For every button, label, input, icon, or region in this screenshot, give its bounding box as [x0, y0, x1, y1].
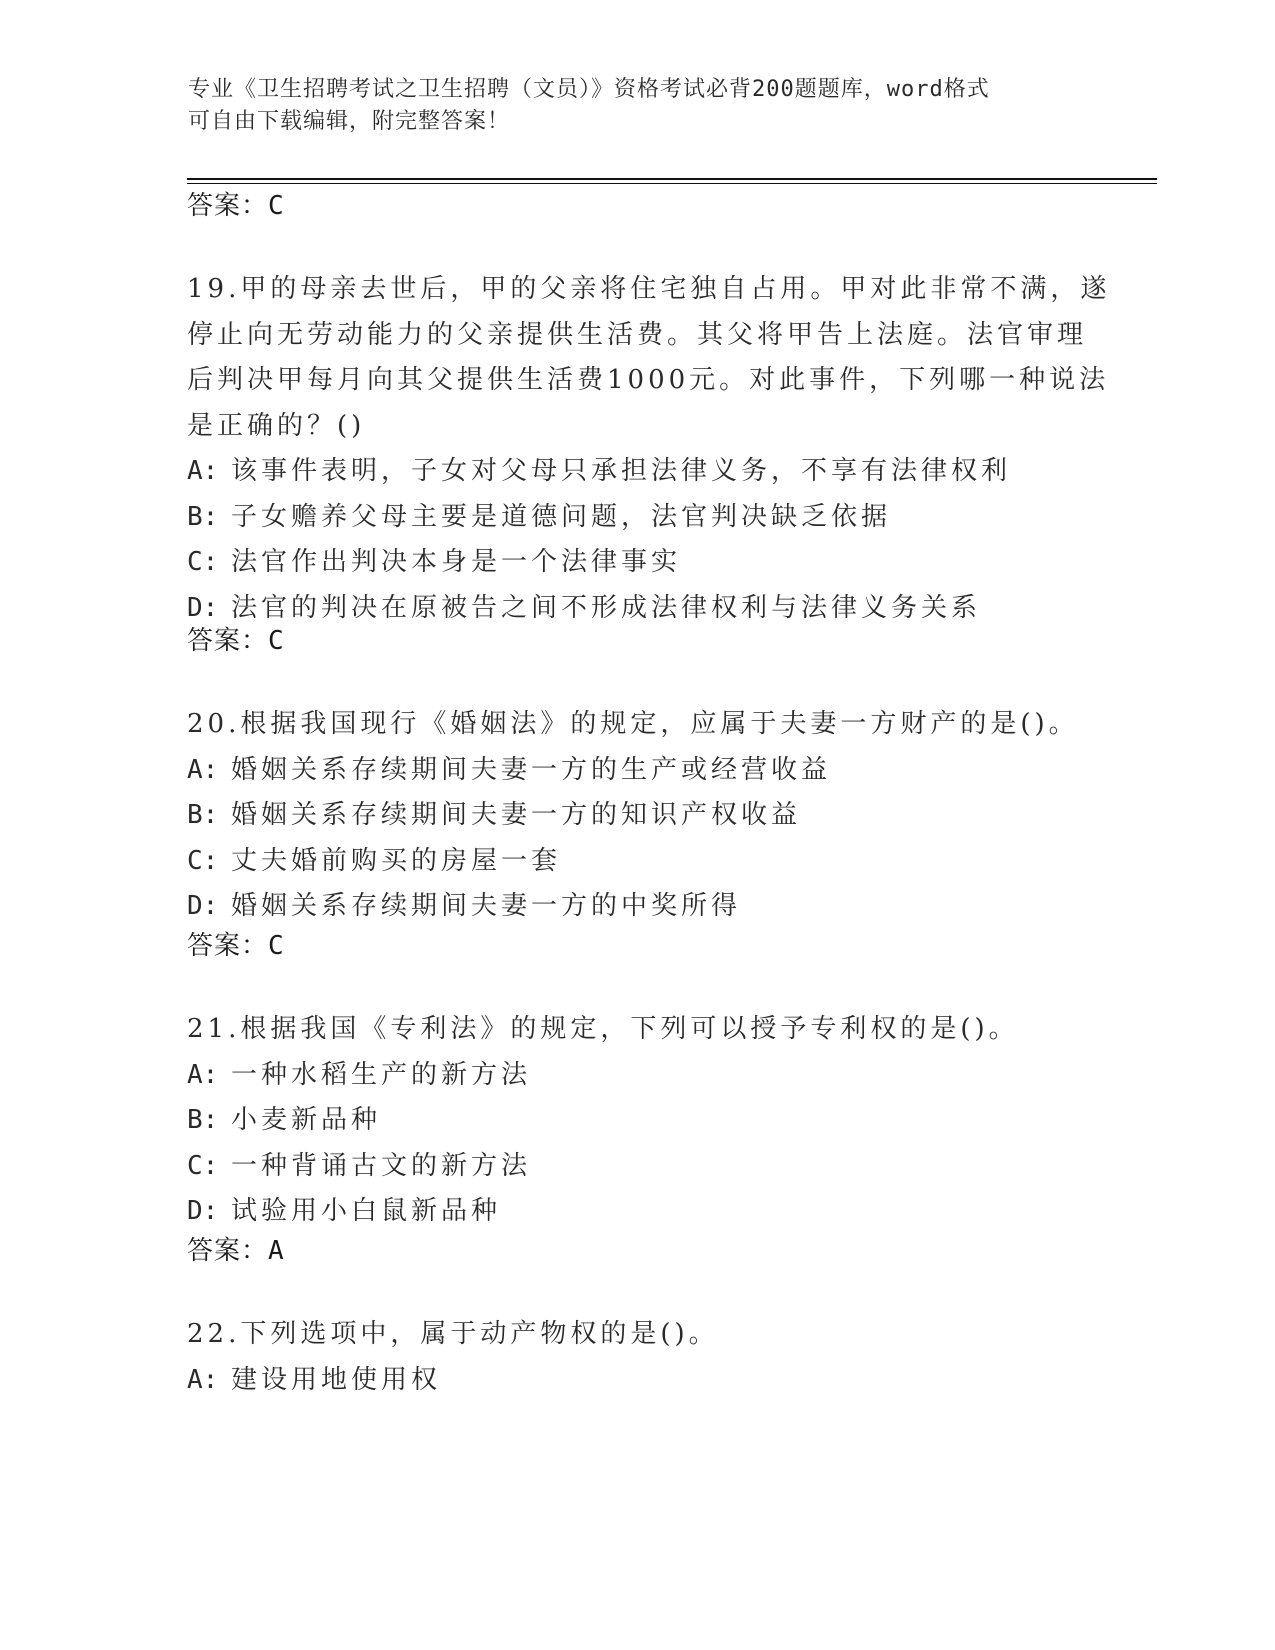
answer-line: [187, 185, 285, 222]
option-text: 该事件表明，子女对父母只承担法律义务，不享有法律权利: [231, 456, 1012, 486]
question-text-line: 20.根据我国现行《婚姻法》的规定，应属于夫妻一方财产的是()。: [187, 709, 1079, 739]
option-key: A:: [187, 754, 219, 785]
answer-line: [187, 1230, 285, 1267]
option-a: [187, 449, 1087, 495]
option-b: [187, 495, 1087, 541]
answer-line: [187, 925, 285, 962]
question-text-line: 21.根据我国《专利法》的规定，下列可以授予专利权的是()。: [187, 1014, 1019, 1044]
option-text: 法官的判决在原被告之间不形成法律权利与法律义务关系: [231, 592, 982, 623]
question-text-line: 是正确的？(): [187, 410, 366, 441]
option-a: [187, 1053, 1087, 1099]
header-line-2: 可自由下载编辑，附完整答案！: [188, 109, 511, 134]
option-key: A:: [187, 1364, 219, 1395]
header-line-1: 专业《卫生招聘考试之卫生招聘（文员）》资格考试必背200题题库，word格式: [188, 77, 990, 102]
question-21: [187, 1007, 1087, 1235]
option-text: 丈夫婚前购买的房屋一套: [231, 845, 562, 876]
option-c: [187, 839, 1087, 885]
question-text-line: 19.甲的母亲去世后，甲的父亲将住宅独自占用。甲对此非常不满，遂: [187, 274, 1111, 304]
header-divider-thin: [187, 183, 1157, 184]
option-text: 一种背诵古文的新方法: [231, 1150, 532, 1181]
option-key: B:: [187, 800, 219, 830]
question-text-line: 后判决甲每月向其父提供生活费1000元。对此事件，下列哪一种说法: [187, 365, 1110, 395]
option-key: B:: [187, 501, 219, 532]
option-key: D:: [187, 592, 219, 623]
question-20: [187, 702, 1087, 930]
option-c: [187, 540, 1087, 586]
option-a: [187, 1358, 1087, 1404]
option-d: [187, 586, 1087, 632]
option-c: [187, 1144, 1087, 1190]
document-header: [188, 74, 1088, 138]
header-divider-thick: [187, 178, 1157, 180]
option-key: C:: [187, 547, 219, 577]
option-text: 一种水稻生产的新方法: [231, 1059, 532, 1090]
question-22: [187, 1312, 1087, 1403]
option-text: 婚姻关系存续期间夫妻一方的生产或经营收益: [231, 754, 832, 785]
option-text: 婚姻关系存续期间夫妻一方的知识产权收益: [231, 800, 802, 830]
answer-label: 答案：: [187, 1236, 269, 1266]
question-19: [187, 267, 1111, 631]
answer-label: 答案：: [187, 191, 269, 221]
answer-value: C: [268, 931, 285, 961]
answer-value: C: [268, 191, 285, 221]
answer-line: [187, 620, 285, 657]
option-text: 试验用小白鼠新品种: [231, 1196, 502, 1226]
answer-label: 答案：: [187, 931, 269, 961]
option-key: D:: [187, 891, 219, 921]
option-d: [187, 884, 1087, 930]
option-key: C:: [187, 845, 219, 876]
answer-value: C: [268, 626, 285, 656]
option-key: A:: [187, 456, 219, 486]
answer-value: A: [268, 1236, 285, 1266]
answer-label: 答案：: [187, 626, 269, 656]
option-text: 法官作出判决本身是一个法律事实: [231, 547, 682, 577]
option-key: A:: [187, 1059, 219, 1090]
option-b: [187, 1098, 1087, 1144]
option-text: 建设用地使用权: [231, 1364, 442, 1395]
option-a: [187, 748, 1087, 794]
option-text: 小麦新品种: [231, 1105, 382, 1135]
option-text: 子女赡养父母主要是道德问题，法官判决缺乏依据: [231, 501, 892, 532]
option-d: [187, 1189, 1087, 1235]
question-text-line: 停止向无劳动能力的父亲提供生活费。其父将甲告上法庭。法官审理: [187, 319, 1088, 350]
option-key: C:: [187, 1150, 219, 1181]
option-text: 婚姻关系存续期间夫妻一方的中奖所得: [231, 891, 742, 921]
option-key: D:: [187, 1196, 219, 1226]
option-key: B:: [187, 1105, 219, 1135]
option-b: [187, 793, 1087, 839]
question-text-line: 22.下列选项中，属于动产物权的是()。: [187, 1319, 719, 1349]
